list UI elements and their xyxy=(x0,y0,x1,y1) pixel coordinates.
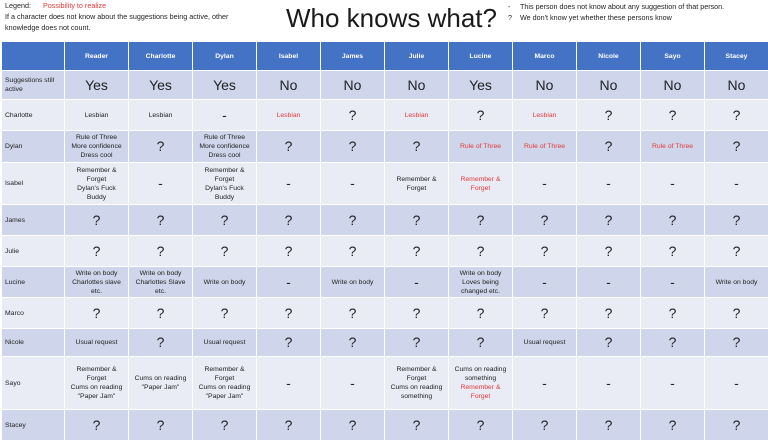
cell-text: - xyxy=(350,375,355,391)
table-cell xyxy=(321,100,385,131)
cell-text: ? xyxy=(669,417,677,433)
row-label: Stacey xyxy=(2,410,65,441)
cell-text: ? xyxy=(733,334,741,350)
cell-text: Remember & Forget Cums on reading "Paper Jam" xyxy=(199,366,251,400)
cell-text: Remember & Forget xyxy=(460,176,500,192)
table-cell xyxy=(449,357,513,410)
cell-text: - xyxy=(670,375,675,391)
cell-text: ? xyxy=(605,334,613,350)
cell-text: ? xyxy=(349,417,357,433)
table-cell xyxy=(129,267,193,298)
cell-text: ? xyxy=(413,334,421,350)
table-cell xyxy=(321,267,385,298)
cell-text: ? xyxy=(413,138,421,154)
cell-text: ? xyxy=(477,243,485,259)
cell-text: ? xyxy=(285,305,293,321)
cell-text: Yes xyxy=(85,77,108,93)
table-cell xyxy=(641,298,705,329)
knowledge-table xyxy=(1,41,768,441)
column-header: Isabel xyxy=(257,42,321,71)
cell-text: ? xyxy=(477,212,485,228)
cell-text: Yes xyxy=(213,77,236,93)
cell-text: - xyxy=(670,274,675,290)
legend-question-text: We don't know yet whether these persons know xyxy=(520,13,672,22)
cell-text: - xyxy=(286,274,291,290)
table-cell xyxy=(705,329,768,357)
table-cell xyxy=(577,236,641,267)
table-cell xyxy=(193,131,257,163)
table-cell xyxy=(65,131,129,163)
table-cell xyxy=(705,357,768,410)
cell-text: Yes xyxy=(469,77,492,93)
table-cell xyxy=(321,298,385,329)
table-cell xyxy=(449,267,513,298)
cell-text: ? xyxy=(605,138,613,154)
row-label: Marco xyxy=(2,298,65,329)
table-cell xyxy=(513,100,577,131)
column-header: Reader xyxy=(65,42,129,71)
table-cell xyxy=(513,298,577,329)
cell-text: - xyxy=(606,375,611,391)
table-cell xyxy=(705,267,768,298)
table-cell xyxy=(385,100,449,131)
cell-text: ? xyxy=(413,243,421,259)
table-cell xyxy=(385,205,449,236)
cell-text: Cums on reading something xyxy=(455,366,507,382)
cell-text: - xyxy=(286,175,291,191)
column-header: Stacey xyxy=(705,42,768,71)
cell-text: ? xyxy=(93,417,101,433)
legend-question-symbol: ? xyxy=(508,12,520,23)
table-cell xyxy=(385,163,449,205)
table-cell xyxy=(257,131,321,163)
table-cell xyxy=(129,357,193,410)
cell-text: No xyxy=(408,77,426,93)
cell-text: ? xyxy=(605,417,613,433)
cell-text: ? xyxy=(157,305,165,321)
cell-text: ? xyxy=(93,243,101,259)
cell-text: Write on body Charlottes Slave etc. xyxy=(136,270,186,295)
cell-text: ? xyxy=(733,107,741,123)
table-cell xyxy=(513,267,577,298)
table-cell xyxy=(129,410,193,441)
table-cell xyxy=(577,163,641,205)
header-corner xyxy=(2,42,65,71)
table-cell xyxy=(577,329,641,357)
cell-text-possibility: Remember & Forget xyxy=(460,384,500,400)
table-cell xyxy=(65,298,129,329)
row-label: Charlotte xyxy=(2,100,65,131)
table-cell xyxy=(705,410,768,441)
table-cell xyxy=(513,329,577,357)
table-cell xyxy=(321,329,385,357)
cell-text: ? xyxy=(157,212,165,228)
table-cell xyxy=(65,267,129,298)
table-cell xyxy=(577,100,641,131)
cell-text: ? xyxy=(605,212,613,228)
cell-text: ? xyxy=(477,417,485,433)
cell-text: ? xyxy=(605,243,613,259)
cell-text: Write on body Charlottes slave etc. xyxy=(72,270,121,295)
table-cell xyxy=(577,71,641,100)
table-cell xyxy=(641,329,705,357)
table-cell xyxy=(193,357,257,410)
cell-text: ? xyxy=(349,334,357,350)
table-cell xyxy=(705,205,768,236)
row-label: Julie xyxy=(2,236,65,267)
table-cell xyxy=(65,71,129,100)
table-cell xyxy=(641,131,705,163)
table-cell xyxy=(193,298,257,329)
cell-text: Rule of Three More confidence Dress cool xyxy=(199,134,249,159)
cell-text: Remember & Forget Cums on reading something xyxy=(391,366,443,400)
column-header: Marco xyxy=(513,42,577,71)
cell-text: ? xyxy=(477,107,485,123)
table-cell xyxy=(65,163,129,205)
table-cell xyxy=(449,131,513,163)
cell-text: ? xyxy=(669,107,677,123)
cell-text: ? xyxy=(221,243,229,259)
table-cell xyxy=(129,329,193,357)
legend-dash-symbol: - xyxy=(508,1,520,12)
table-cell xyxy=(641,236,705,267)
cell-text: Lesbian xyxy=(533,112,557,119)
cell-text: No xyxy=(344,77,362,93)
table-cell xyxy=(257,329,321,357)
cell-text: No xyxy=(280,77,298,93)
column-header: Julie xyxy=(385,42,449,71)
table-cell xyxy=(129,71,193,100)
table-cell xyxy=(193,100,257,131)
table-cell xyxy=(257,100,321,131)
table-cell xyxy=(65,236,129,267)
table-row xyxy=(2,410,768,441)
table-cell xyxy=(193,163,257,205)
column-header: Lucine xyxy=(449,42,513,71)
table-cell xyxy=(65,329,129,357)
cell-text: ? xyxy=(733,212,741,228)
cell-text: ? xyxy=(541,305,549,321)
table-row xyxy=(2,163,768,205)
table-cell xyxy=(65,100,129,131)
table-cell xyxy=(65,410,129,441)
cell-text: ? xyxy=(221,417,229,433)
table-cell xyxy=(449,205,513,236)
row-label: Dylan xyxy=(2,131,65,163)
table-cell xyxy=(321,163,385,205)
cell-text: ? xyxy=(285,334,293,350)
table-cell xyxy=(705,298,768,329)
cell-text: - xyxy=(542,375,547,391)
cell-text: ? xyxy=(349,107,357,123)
legend-question-entry xyxy=(508,12,724,23)
cell-text: ? xyxy=(93,305,101,321)
table-cell xyxy=(513,205,577,236)
cell-text: ? xyxy=(413,212,421,228)
cell-text: ? xyxy=(733,305,741,321)
table-cell xyxy=(65,205,129,236)
table-cell xyxy=(129,236,193,267)
table-cell xyxy=(385,357,449,410)
cell-text: ? xyxy=(157,334,165,350)
column-header: Nicole xyxy=(577,42,641,71)
table-cell xyxy=(705,163,768,205)
cell-text: Remember & Forget xyxy=(396,176,436,192)
table-cell xyxy=(321,205,385,236)
table-cell xyxy=(577,267,641,298)
cell-text: - xyxy=(350,175,355,191)
table-cell xyxy=(705,236,768,267)
row-label: Nicole xyxy=(2,329,65,357)
cell-text: ? xyxy=(349,138,357,154)
cell-text: ? xyxy=(541,243,549,259)
cell-text: Usual request xyxy=(76,339,118,346)
cell-text: ? xyxy=(669,334,677,350)
table-cell xyxy=(641,163,705,205)
table-cell xyxy=(449,71,513,100)
table-cell xyxy=(641,357,705,410)
table-cell xyxy=(705,131,768,163)
page-title: Who knows what? xyxy=(286,2,497,34)
table-cell xyxy=(257,71,321,100)
legend-dash-entry xyxy=(508,1,724,12)
cell-text: Write on body xyxy=(716,279,758,286)
cell-text: Usual request xyxy=(524,339,566,346)
table-cell xyxy=(385,131,449,163)
table-row xyxy=(2,357,768,410)
cell-text: ? xyxy=(541,417,549,433)
cell-text: - xyxy=(734,375,739,391)
table-cell xyxy=(321,71,385,100)
table-cell xyxy=(129,298,193,329)
table-cell xyxy=(193,236,257,267)
cell-text: ? xyxy=(733,138,741,154)
table-row xyxy=(2,329,768,357)
cell-text: ? xyxy=(349,212,357,228)
table-cell xyxy=(257,163,321,205)
cell-text: ? xyxy=(93,212,101,228)
cell-text: ? xyxy=(349,243,357,259)
table-cell xyxy=(449,163,513,205)
table-cell xyxy=(193,329,257,357)
table-cell xyxy=(321,236,385,267)
table-cell xyxy=(321,131,385,163)
table-cell xyxy=(513,163,577,205)
table-cell xyxy=(449,410,513,441)
table-cell xyxy=(513,71,577,100)
column-header: Sayo xyxy=(641,42,705,71)
row-label: Lucine xyxy=(2,267,65,298)
table-cell xyxy=(321,357,385,410)
table-cell xyxy=(257,410,321,441)
cell-text: ? xyxy=(157,243,165,259)
cell-text: Rule of Three xyxy=(460,143,501,150)
cell-text: Remember & Forget Dylan's Fuck Buddy xyxy=(204,167,244,201)
table-cell xyxy=(449,298,513,329)
table-cell xyxy=(577,131,641,163)
cell-text: - xyxy=(542,175,547,191)
legend-possibility: Possibility to realize xyxy=(43,1,106,10)
cell-text: Lesbian xyxy=(149,112,173,119)
cell-text: Rule of Three xyxy=(652,143,693,150)
cell-text: ? xyxy=(285,212,293,228)
cell-text: Lesbian xyxy=(405,112,429,119)
table-cell xyxy=(641,410,705,441)
table-cell xyxy=(577,357,641,410)
table-cell xyxy=(385,71,449,100)
cell-text: ? xyxy=(221,212,229,228)
cell-text: ? xyxy=(541,212,549,228)
row-label: Suggestions still active xyxy=(2,71,65,100)
table-cell xyxy=(449,236,513,267)
table-cell xyxy=(257,267,321,298)
table-cell xyxy=(513,410,577,441)
cell-text: - xyxy=(222,107,227,123)
cell-text: ? xyxy=(285,417,293,433)
table-row xyxy=(2,100,768,131)
column-header: Charlotte xyxy=(129,42,193,71)
cell-text: - xyxy=(606,274,611,290)
cell-text: - xyxy=(670,175,675,191)
table-cell xyxy=(385,267,449,298)
table-cell xyxy=(257,205,321,236)
table-cell xyxy=(193,205,257,236)
cell-text: - xyxy=(606,175,611,191)
cell-text: ? xyxy=(669,212,677,228)
table-cell xyxy=(385,329,449,357)
table-cell xyxy=(129,131,193,163)
cell-text: ? xyxy=(733,243,741,259)
table-cell xyxy=(641,71,705,100)
table-body xyxy=(2,71,768,441)
cell-text: Rule of Three More confidence Dress cool xyxy=(71,134,121,159)
table-cell xyxy=(577,410,641,441)
table-cell xyxy=(513,357,577,410)
legend-symbols xyxy=(508,1,724,23)
cell-text: No xyxy=(600,77,618,93)
cell-text: ? xyxy=(157,138,165,154)
cell-text: ? xyxy=(157,417,165,433)
table-cell xyxy=(257,298,321,329)
table-row xyxy=(2,71,768,100)
table-row xyxy=(2,205,768,236)
cell-text: Yes xyxy=(149,77,172,93)
cell-text: - xyxy=(542,274,547,290)
table-cell xyxy=(193,267,257,298)
cell-text: ? xyxy=(413,305,421,321)
cell-text: ? xyxy=(477,305,485,321)
table-cell xyxy=(577,298,641,329)
legend-dash-text: This person does not know about any suggestion of that person. xyxy=(520,2,724,11)
cell-text: ? xyxy=(349,305,357,321)
table-cell xyxy=(705,71,768,100)
cell-text: ? xyxy=(413,417,421,433)
cell-text: ? xyxy=(285,243,293,259)
table-cell xyxy=(641,267,705,298)
table-cell xyxy=(257,236,321,267)
table-cell xyxy=(385,410,449,441)
cell-text: Lesbian xyxy=(277,112,301,119)
table-cell xyxy=(193,410,257,441)
cell-text: Cums on reading "Paper Jam" xyxy=(135,375,187,391)
cell-text: No xyxy=(728,77,746,93)
table-cell xyxy=(449,329,513,357)
cell-text: ? xyxy=(733,417,741,433)
table-cell xyxy=(705,100,768,131)
table-cell xyxy=(385,298,449,329)
cell-text: ? xyxy=(605,107,613,123)
table-cell xyxy=(641,205,705,236)
table-cell xyxy=(513,236,577,267)
table-cell xyxy=(129,205,193,236)
cell-text: Remember & Forget Cums on reading "Paper Jam" xyxy=(71,366,123,400)
cell-text: - xyxy=(286,375,291,391)
cell-text: Rule of Three xyxy=(524,143,565,150)
cell-text: Remember & Forget Dylan's Fuck Buddy xyxy=(76,167,116,201)
cell-text: - xyxy=(734,175,739,191)
table-row xyxy=(2,131,768,163)
cell-text: Write on body xyxy=(332,279,374,286)
column-header: James xyxy=(321,42,385,71)
cell-text: ? xyxy=(285,138,293,154)
table-row xyxy=(2,236,768,267)
table-cell xyxy=(641,100,705,131)
row-label: Isabel xyxy=(2,163,65,205)
legend-note: If a character does not know about the suggestions being active, other knowledge does not count. xyxy=(5,11,245,33)
table-cell xyxy=(513,131,577,163)
cell-text: No xyxy=(664,77,682,93)
table-cell xyxy=(449,100,513,131)
cell-text: Write on body xyxy=(204,279,246,286)
cell-text: ? xyxy=(669,243,677,259)
cell-text: ? xyxy=(477,334,485,350)
column-header: Dylan xyxy=(193,42,257,71)
table-cell xyxy=(129,100,193,131)
cell-text: Lesbian xyxy=(85,112,109,119)
table-cell xyxy=(193,71,257,100)
cell-text: - xyxy=(414,274,419,290)
table-cell xyxy=(321,410,385,441)
table-cell xyxy=(385,236,449,267)
row-label: Sayo xyxy=(2,357,65,410)
cell-text: ? xyxy=(669,305,677,321)
cell-text: - xyxy=(158,175,163,191)
row-label: James xyxy=(2,205,65,236)
table-cell xyxy=(129,163,193,205)
table-header-row xyxy=(2,42,768,71)
table-cell xyxy=(257,357,321,410)
table-row xyxy=(2,267,768,298)
cell-text: Usual request xyxy=(204,339,246,346)
table-cell xyxy=(577,205,641,236)
cell-text: ? xyxy=(605,305,613,321)
legend-label: Legend: xyxy=(5,1,31,10)
cell-text: No xyxy=(536,77,554,93)
table-row xyxy=(2,298,768,329)
cell-text: ? xyxy=(221,305,229,321)
table-cell xyxy=(65,357,129,410)
cell-text: Write on body Loves being changed etc. xyxy=(460,270,502,295)
legend xyxy=(5,0,245,33)
